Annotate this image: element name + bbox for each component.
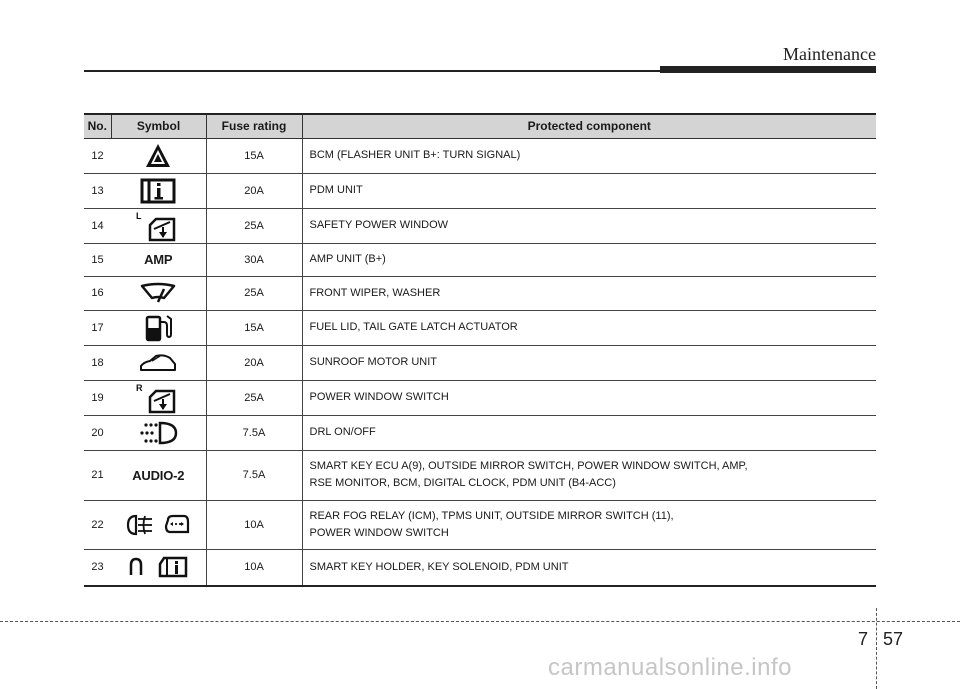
- watermark: carmanualsonline.info: [548, 654, 792, 681]
- audio-2-label: AUDIO-2: [132, 467, 185, 483]
- fuse-number: 14: [84, 208, 111, 243]
- mirror-heater-icon: [164, 514, 190, 536]
- fuse-symbol: [111, 380, 206, 415]
- protected-component: FRONT WIPER, WASHER: [302, 276, 876, 310]
- header-rule: [84, 70, 660, 72]
- drl-lamp-icon: [138, 421, 178, 445]
- protected-component: SMART KEY HOLDER, KEY SOLENOID, PDM UNIT: [302, 549, 876, 586]
- fuse-symbol: [111, 415, 206, 450]
- table-row: [84, 243, 876, 276]
- footer-divider: [876, 608, 877, 689]
- protected-component: SAFETY POWER WINDOW: [302, 208, 876, 243]
- fuse-number: 19: [84, 380, 111, 415]
- wiper-icon: [140, 282, 176, 304]
- fuse-symbol: [111, 450, 206, 500]
- page-header-title: Maintenance: [783, 44, 876, 64]
- fuse-number: 23: [84, 549, 111, 586]
- protected-component: POWER WINDOW SWITCH: [302, 380, 876, 415]
- fuel-pump-icon: [143, 314, 173, 342]
- fuse-symbol: [111, 345, 206, 380]
- fuse-symbol: [111, 173, 206, 208]
- table-row: [84, 173, 876, 208]
- table-row: [84, 450, 876, 500]
- protected-component: BCM (FLASHER UNIT B+: TURN SIGNAL): [302, 138, 876, 173]
- fuse-number: 15: [84, 243, 111, 276]
- protected-component: SUNROOF MOTOR UNIT: [302, 345, 876, 380]
- window-right-icon: [136, 382, 180, 414]
- fuse-rating: 7.5A: [206, 415, 302, 450]
- fuse-symbol: [111, 310, 206, 345]
- protected-component: PDM UNIT: [302, 173, 876, 208]
- protected-component: DRL ON/OFF: [302, 415, 876, 450]
- page-number: 57: [883, 629, 904, 649]
- fuse-rating: 10A: [206, 500, 302, 549]
- table-row: [84, 380, 876, 415]
- fuse-rating: 25A: [206, 276, 302, 310]
- table-row: [84, 208, 876, 243]
- fuse-number: 16: [84, 276, 111, 310]
- key-icon: [128, 557, 144, 577]
- protected-component: FUEL LID, TAIL GATE LATCH ACTUATOR: [302, 310, 876, 345]
- table-row: [84, 549, 876, 586]
- fuse-number: 18: [84, 345, 111, 380]
- table-row: [84, 310, 876, 345]
- column-header-component: Protected component: [302, 114, 876, 138]
- fuse-rating: 20A: [206, 173, 302, 208]
- window-left-icon: [136, 210, 180, 242]
- fuse-rating: 30A: [206, 243, 302, 276]
- svg-text:R: R: [136, 382, 143, 393]
- column-header-fuse-rating: Fuse rating: [206, 114, 302, 138]
- table-row: [84, 276, 876, 310]
- fuse-symbol: [111, 138, 206, 173]
- book-info-icon: [139, 178, 177, 204]
- fuse-number: 21: [84, 450, 111, 500]
- chapter-number: 7: [858, 629, 869, 649]
- column-header-symbol: Symbol: [111, 114, 206, 138]
- fuse-number: 17: [84, 310, 111, 345]
- protected-component: AMP UNIT (B+): [302, 243, 876, 276]
- fuse-symbol: [111, 208, 206, 243]
- fuse-rating: 15A: [206, 310, 302, 345]
- sunroof-car-icon: [138, 352, 178, 374]
- book-info-icon: [158, 556, 188, 578]
- fuse-rating: 25A: [206, 208, 302, 243]
- fuse-number: 13: [84, 173, 111, 208]
- header-rule-accent: [660, 66, 876, 73]
- fuse-symbol: [111, 243, 206, 276]
- fuse-symbol: [111, 276, 206, 310]
- fuse-table: [84, 113, 876, 587]
- protected-component: REAR FOG RELAY (ICM), TPMS UNIT, OUTSIDE MIRROR SWITCH (11), POWER WINDOW SWITCH: [302, 500, 876, 549]
- fuse-number: 22: [84, 500, 111, 549]
- fuse-rating: 20A: [206, 345, 302, 380]
- fuse-rating: 15A: [206, 138, 302, 173]
- table-row: [84, 345, 876, 380]
- fuse-symbol: [111, 500, 206, 549]
- protected-component: SMART KEY ECU A(9), OUTSIDE MIRROR SWITCH, POWER WINDOW SWITCH, AMP, RSE MONITOR, BCM, DIGITAL CLOCK, PDM UNIT (B4-ACC): [302, 450, 876, 500]
- rear-fog-icon: [126, 514, 154, 536]
- hazard-triangle-icon: [145, 143, 171, 169]
- table-header-row: [84, 114, 876, 138]
- table-row: [84, 138, 876, 173]
- fuse-symbol: [111, 549, 206, 586]
- svg-text:L: L: [136, 210, 142, 221]
- fuse-rating: 25A: [206, 380, 302, 415]
- fuse-number: 20: [84, 415, 111, 450]
- column-header-no: No.: [84, 114, 111, 138]
- fuse-rating: 7.5A: [206, 450, 302, 500]
- fuse-rating: 10A: [206, 549, 302, 586]
- table-row: [84, 415, 876, 450]
- table-row: [84, 500, 876, 549]
- footer-rule: [0, 621, 960, 622]
- amp-label: AMP: [144, 252, 173, 267]
- fuse-number: 12: [84, 138, 111, 173]
